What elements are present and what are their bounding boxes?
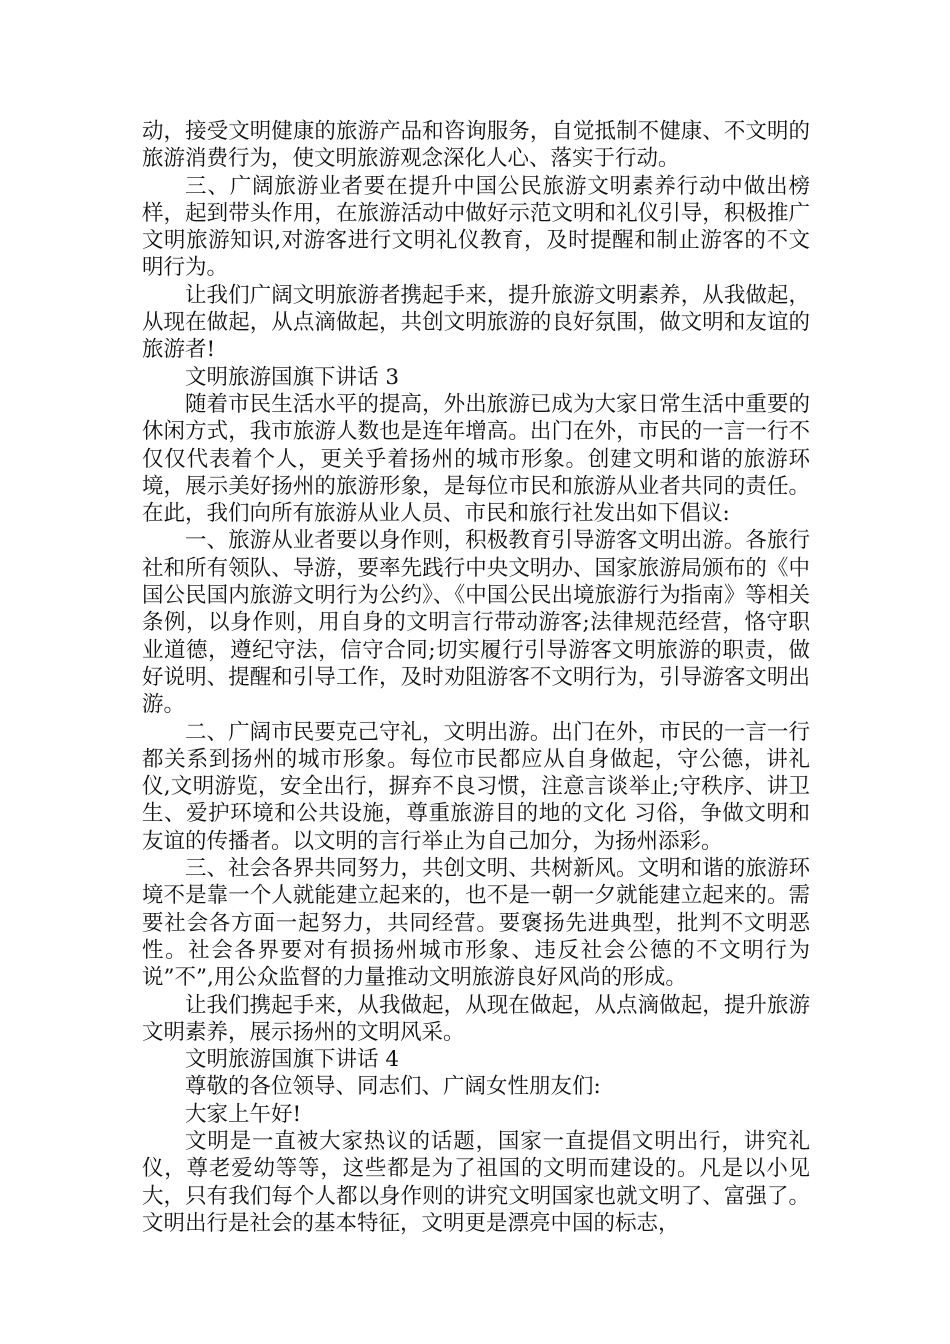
paragraph: 二、广阔市民要克己守礼，文明出游。出门在外，市民的一言一行都关系到扬州的城市形象。每位市民都应从自身做起，守公德，讲礼仪,文明游览，安全出行，摒弃不良习惯，注意言谈举止;守秩序、讲卫生、爱护环境和公共设施，尊重旅游目的地的文化 习俗，争做文明和友谊的传播者。以文明的言行举止为自己加分，为扬州添彩。 — [142, 719, 810, 854]
salutation: 尊敬的各位领导、同志们、广阔女性朋友们: — [185, 1074, 601, 1100]
paragraph: 三、社会各界共同努力，共创文明、共树新风。文明和谐的旅游环境不是靠一个人就能建立起来的，也不是一朝一夕就能建立起来的。需要社会各方面一起努力，共同经营。要褒扬先进典型，批判不文明恶性。社会各界要对有损扬州城市形象、违反社会公德的不文明行为说”不”,用公众监督的力量推动文明旅游良好风尚的形成。 — [142, 856, 810, 991]
section-heading: 文明旅游国旗下讲话 4 — [185, 1047, 400, 1073]
paragraph: 让我们广阔文明旅游者携起手来，提升旅游文明素养，从我做起，从现在做起，从点滴做起，共创文明旅游的良好氛围，做文明和友谊的旅游者! — [142, 282, 810, 363]
paragraph: 文明是一直被大家热议的话题，国家一直提倡文明出行，讲究礼仪，尊老爱幼等等，这些都是为了祖国的文明而建设的。凡是以小见大，只有我们每个人都以身作则的讲究文明国家也就文明了、富强了。文明出行是社会的基本特征，文明更是漂亮中国的标志， — [142, 1128, 810, 1236]
paragraph: 让我们携起手来，从我做起，从现在做起，从点滴做起，提升旅游文明素养，展示扬州的文明风采。 — [142, 992, 810, 1045]
paragraph: 一、旅游从业者要以身作则，积极教育引导游客文明出游。各旅行社和所有领队、导游，要率先践行中央文明办、国家旅游局颁布的《中国公民国内旅游文明行为公约》、《中国公民出境旅游行为指南》等相关条例，以身作则，用自身的文明言行带动游客;法律规范经营，恪守职业道德，遵纪守法，信守合同;切实履行引导游客文明旅游的职责，做好说明、提醒和引导工作，及时劝阻游客不文明行为，引导游客文明出游。 — [142, 528, 810, 718]
greeting: 大家上午好! — [185, 1101, 302, 1127]
paragraph: 三、广阔旅游业者要在提升中国公民旅游文明素养行动中做出榜样，起到带头作用，在旅游活动中做好示范文明和礼仪引导，积极推广文明旅游知识,对游客进行文明礼仪教育，及时提醒和制止游客的不文明行为。 — [142, 173, 810, 281]
section-heading: 文明旅游国旗下讲话 3 — [185, 364, 400, 390]
document-body — [142, 118, 810, 1237]
paragraph: 随着市民生活水平的提高，外出旅游已成为大家日常生活中重要的休闲方式，我市旅游人数也是连年增高。出门在外，市民的一言一行不仅仅代表着个人，更关乎着扬州的城市形象。创建文明和谐的旅游环境，展示美好扬州的旅游形象，是每位市民和旅游从业者共同的责任。在此，我们向所有旅游从业人员、市民和旅行社发出如下倡议: — [142, 391, 810, 527]
paragraph: 动，接受文明健康的旅游产品和咨询服务，自觉抵制不健康、不文明的旅游消费行为，使文明旅游观念深化人心、落实于行动。 — [142, 119, 810, 172]
